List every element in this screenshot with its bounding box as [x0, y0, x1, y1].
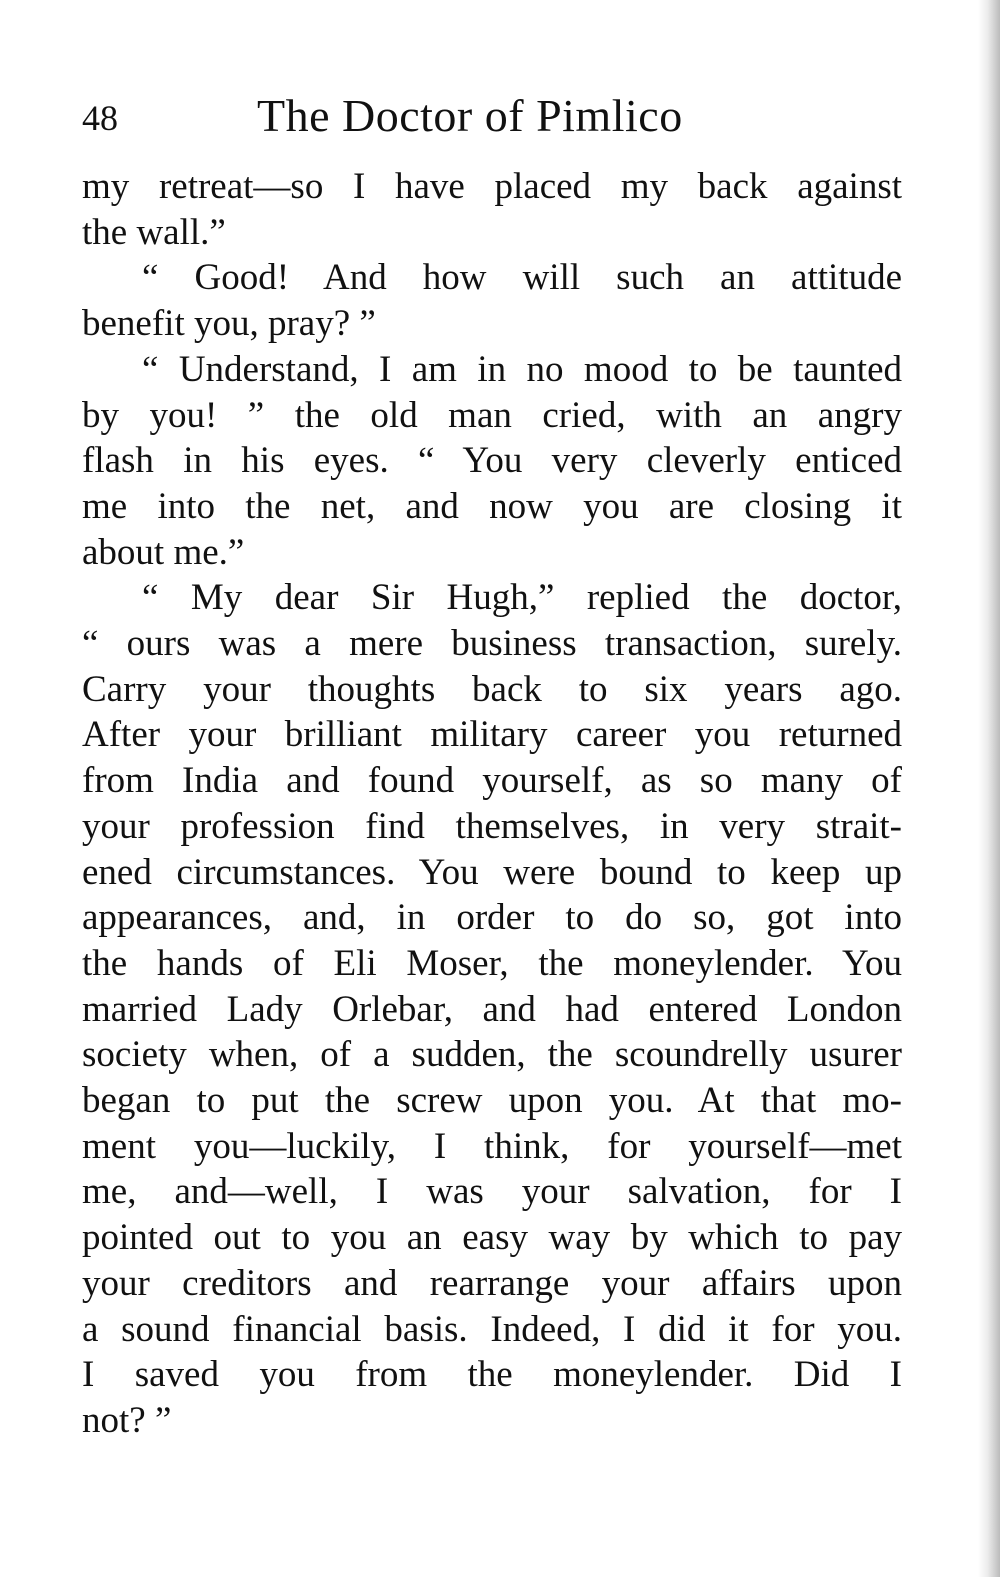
running-title: The Doctor of Pimlico: [257, 90, 683, 141]
body-text: [82, 164, 902, 1444]
text-line: “ My dear Sir Hugh,” replied the doctor,: [142, 577, 902, 619]
text-line: married Lady Orlebar, and had entered London: [82, 988, 902, 1030]
running-head: [82, 88, 902, 148]
text-line: flash in his eyes. “ You very cleverly enticed: [82, 440, 902, 482]
text-line: appearances, and, in order to do so, got into: [82, 897, 902, 939]
text-line: not? ”: [82, 1399, 172, 1441]
text-line: ment you—luckily, I think, for yourself—met: [82, 1125, 902, 1167]
text-line: the wall.”: [82, 211, 226, 253]
text-line: by you! ” the old man cried, with an angry: [82, 394, 902, 436]
text-line: about me.”: [82, 531, 245, 573]
text-line: me into the net, and now you are closing it: [82, 485, 902, 527]
page-edge-shadow: [978, 0, 1000, 1577]
text-line: “ Good! And how will such an attitude: [142, 257, 902, 299]
text-line: pointed out to you an easy way by which to pay: [82, 1217, 902, 1259]
text-line: from India and found yourself, as so many of: [82, 760, 902, 802]
text-line: Carry your thoughts back to six years ago.: [82, 668, 902, 710]
text-line: my retreat—so I have placed my back against: [82, 166, 902, 207]
text-line: After your brilliant military career you returned: [82, 714, 902, 756]
text-line: benefit you, pray? ”: [82, 303, 376, 345]
page-number: 48: [82, 98, 118, 138]
text-line: me, and—well, I was your salvation, for I: [82, 1171, 902, 1213]
text-line: your creditors and rearrange your affairs upon: [82, 1262, 902, 1304]
text-line: began to put the screw upon you. At that mo-: [82, 1080, 902, 1122]
text-line: a sound financial basis. Indeed, I did it for you.: [82, 1308, 902, 1350]
text-line: “ ours was a mere business transaction, surely.: [82, 623, 902, 665]
text-line: the hands of Eli Moser, the moneylender. You: [82, 942, 902, 984]
text-line: your profession find themselves, in very strait-: [82, 805, 902, 847]
text-line: I saved you from the moneylender. Did I: [82, 1354, 902, 1396]
text-line: society when, of a sudden, the scoundrelly usurer: [82, 1034, 902, 1076]
text-line: ened circumstances. You were bound to keep up: [82, 851, 902, 893]
text-line: “ Understand, I am in no mood to be taunted: [142, 348, 902, 390]
